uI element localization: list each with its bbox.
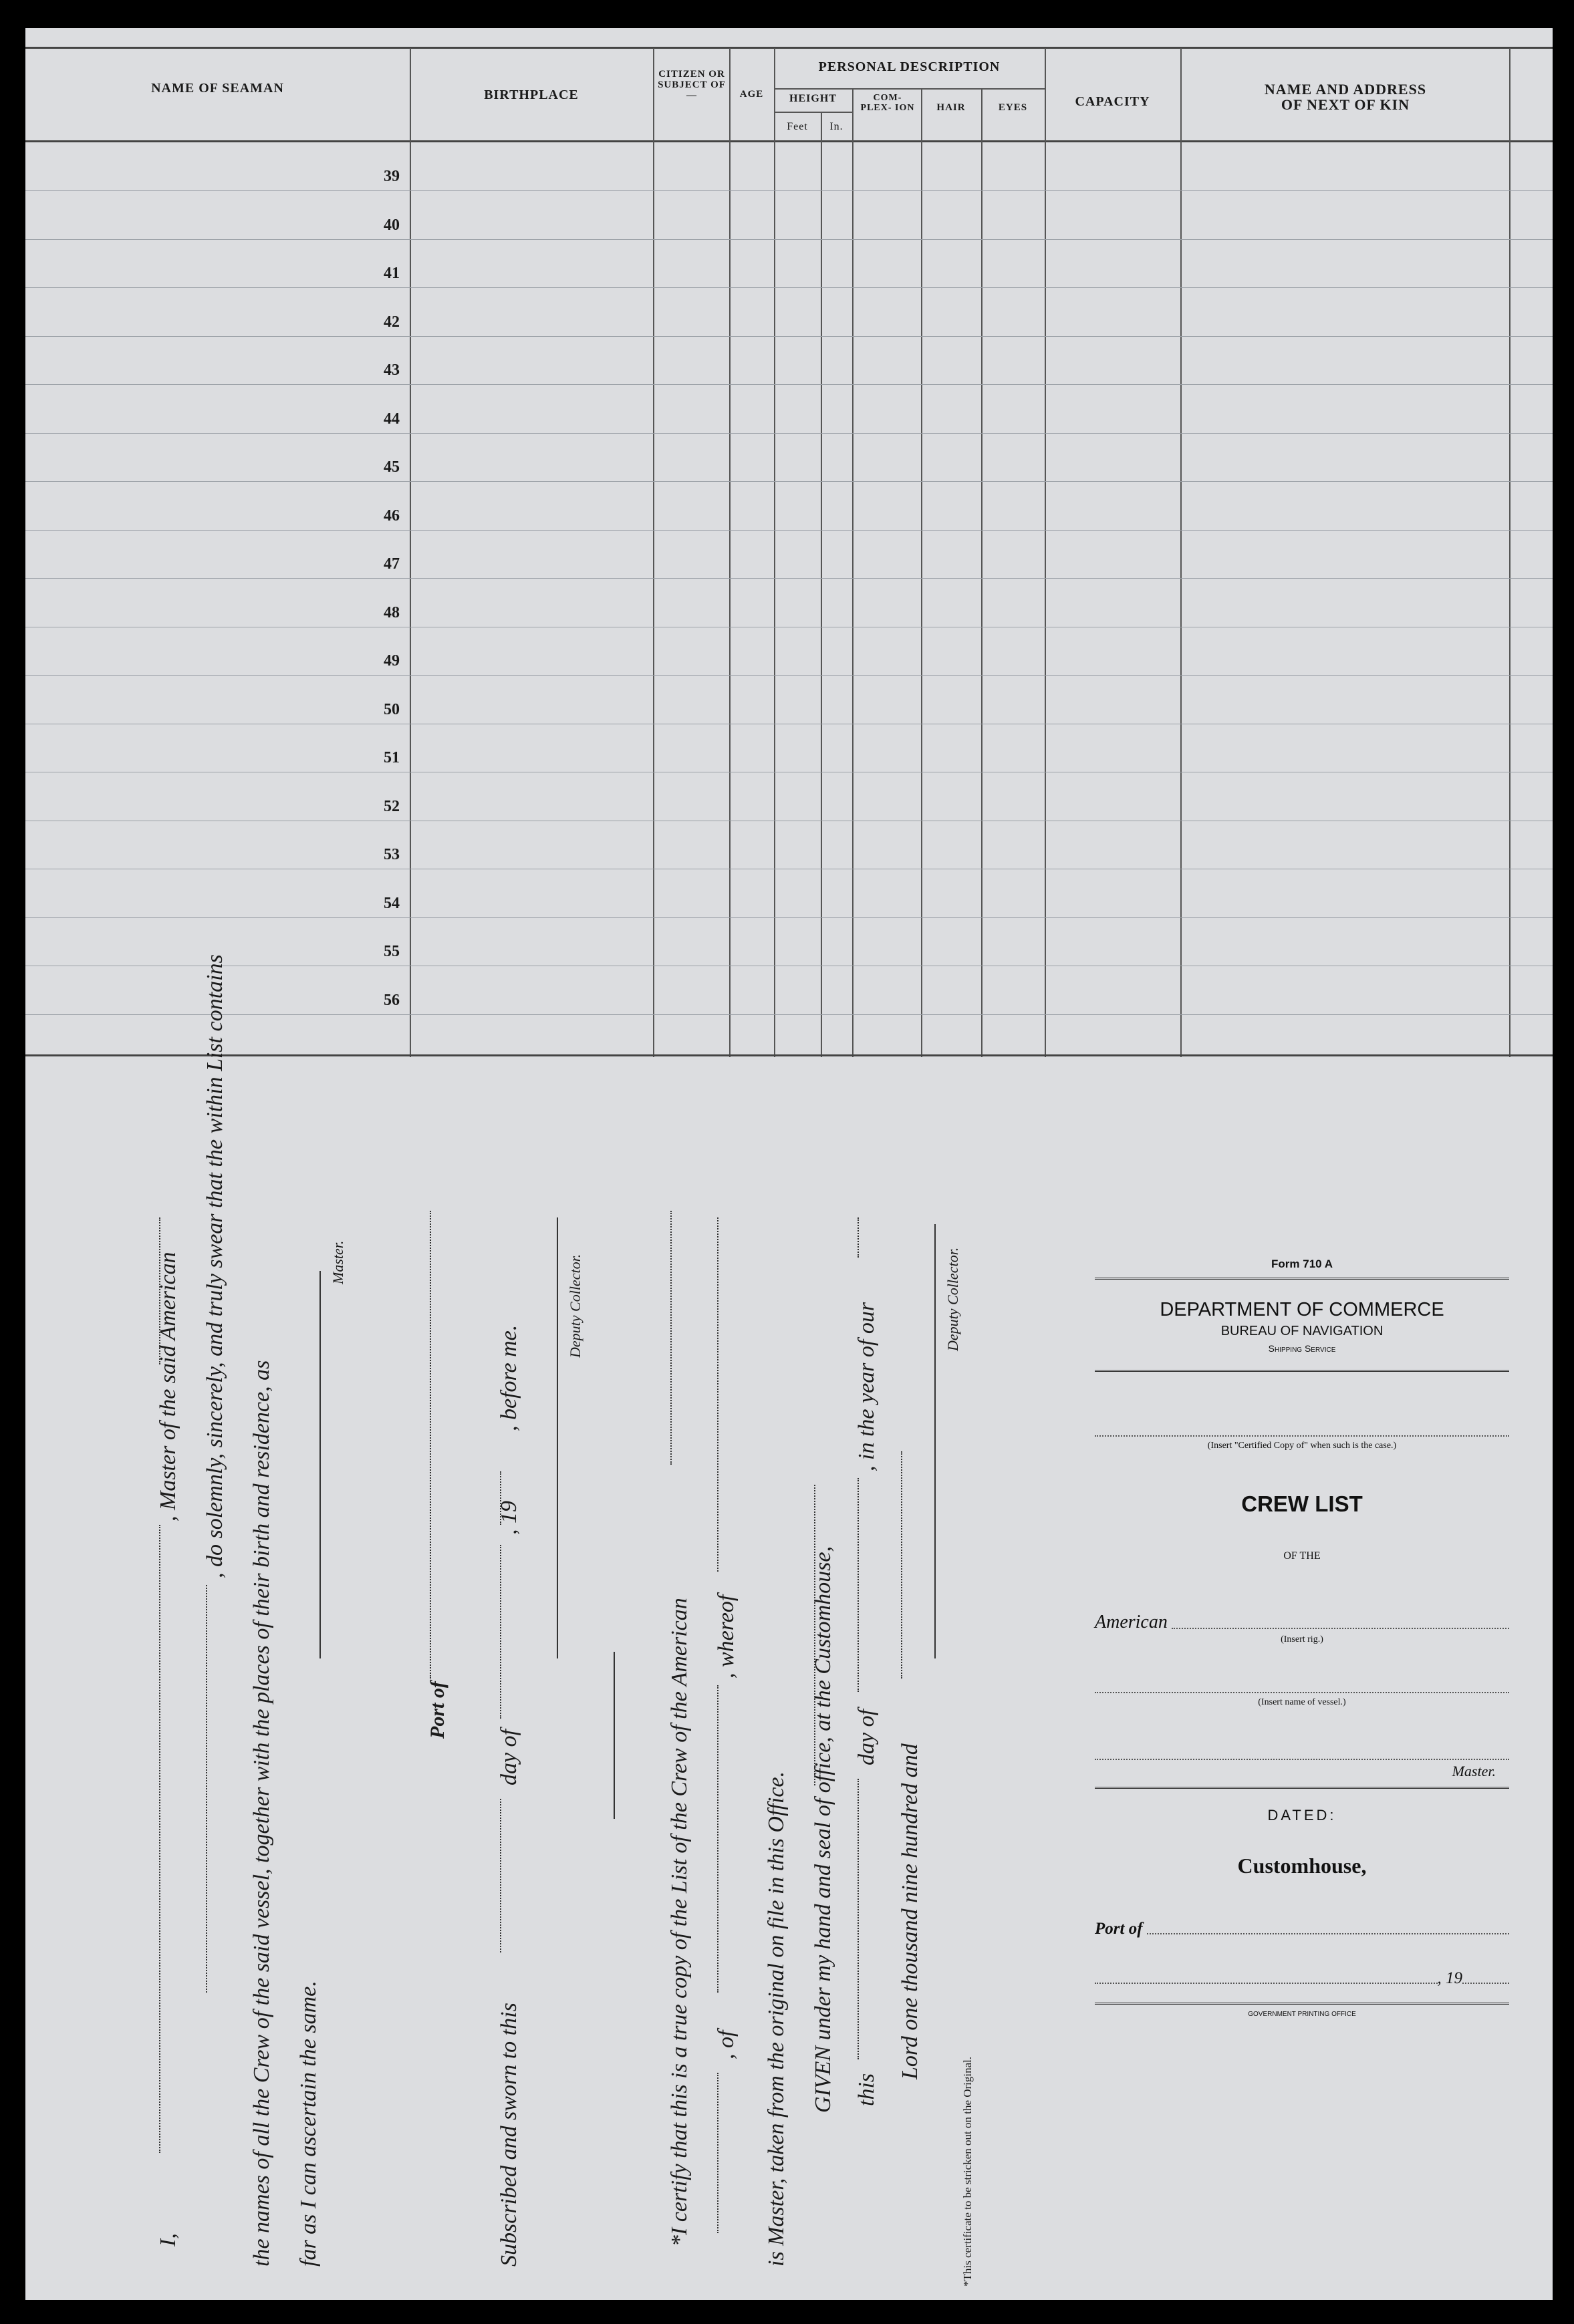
crew-list-title: CREW LIST bbox=[1241, 1491, 1363, 1516]
department-title: DEPARTMENT OF COMMERCE bbox=[1160, 1299, 1444, 1320]
row-number: 53 bbox=[384, 846, 400, 863]
row-number: 40 bbox=[384, 216, 400, 234]
oath-line-2: , do solemnly, sincerely, and truly swear that the within List contains bbox=[203, 954, 227, 1578]
of-the-label: OF THE bbox=[1283, 1550, 1321, 1562]
row-number: 55 bbox=[384, 943, 400, 960]
cover-port-of: Port of bbox=[1095, 1920, 1143, 1938]
cover-nineteen: , 19 bbox=[1437, 1969, 1462, 1987]
table-row bbox=[25, 481, 1553, 482]
row-number: 46 bbox=[384, 506, 400, 525]
row-number: 39 bbox=[384, 168, 400, 185]
header-feet: Feet bbox=[787, 121, 808, 132]
cover-panel bbox=[1095, 1258, 1509, 2018]
master-signature-line bbox=[319, 1271, 321, 1658]
row-number: 47 bbox=[384, 555, 400, 573]
header-complexion: COM- PLEX- ION bbox=[860, 93, 915, 113]
printer-label: GOVERNMENT PRINTING OFFICE bbox=[1248, 2011, 1356, 2018]
cover-master-label: Master. bbox=[1452, 1763, 1496, 1779]
certify-line-3: is Master, taken from the original on file in this Office. bbox=[764, 1771, 789, 2267]
certify-this: this bbox=[854, 2073, 879, 2106]
deputy-signature-line-2 bbox=[934, 1224, 936, 1658]
insert-vessel-note: (Insert name of vessel.) bbox=[1258, 1697, 1346, 1707]
year-label: , 19 bbox=[497, 1501, 521, 1535]
certify-whereof: , whereof bbox=[714, 1594, 739, 1679]
oath-line-1a: I, bbox=[156, 2233, 180, 2246]
table-bottom-rule bbox=[25, 1054, 1553, 1056]
row-number: 49 bbox=[384, 652, 400, 670]
deputy-collector-1: Deputy Collector. bbox=[567, 1254, 583, 1358]
row-number: 41 bbox=[384, 265, 400, 282]
divider-line bbox=[614, 1652, 615, 1819]
table-row bbox=[25, 675, 1553, 676]
crew-table bbox=[25, 28, 1553, 1057]
port-of-label: Port of bbox=[426, 1681, 448, 1739]
bureau-title: BUREAU OF NAVIGATION bbox=[1220, 1324, 1384, 1338]
certificate-footnote: *This certificate to be stricken out on the Original. bbox=[961, 2056, 974, 2287]
certified-copy-line bbox=[1095, 1434, 1509, 1437]
certify-line-6: Lord one thousand nine hundred and bbox=[898, 1743, 922, 2079]
deputy-signature-line-1 bbox=[557, 1217, 558, 1658]
header-citizen: CITIZEN OR SUBJECT OF— bbox=[658, 69, 726, 101]
table-row bbox=[25, 287, 1553, 288]
row-number: 42 bbox=[384, 313, 400, 331]
table-row bbox=[25, 917, 1553, 918]
row-number: 56 bbox=[384, 991, 400, 1009]
dated-label: DATED: bbox=[1267, 1807, 1337, 1824]
day-of-label: day of bbox=[497, 1729, 521, 1785]
certify-line-1: *I certify that this is a true copy of the List of the Crew of the American bbox=[667, 1598, 692, 2246]
row-number: 45 bbox=[384, 458, 400, 476]
header-personal-description: PERSONAL DESCRIPTION bbox=[818, 59, 1001, 74]
row-number: 54 bbox=[384, 894, 400, 912]
certify-line-4: GIVEN under my hand and seal of office, at the Customhouse, bbox=[811, 1546, 835, 2113]
row-number: 52 bbox=[384, 797, 400, 815]
oath-line-4: far as I can ascertain the same. bbox=[296, 1981, 321, 2267]
header-bottom-rule bbox=[25, 140, 1553, 142]
before-me-text: , before me. bbox=[497, 1324, 521, 1431]
header-eyes: EYES bbox=[998, 102, 1028, 113]
oath-line-1b: , Master of the said American bbox=[156, 1252, 180, 1521]
table-row bbox=[25, 1014, 1553, 1015]
insert-rig-note: (Insert rig.) bbox=[1281, 1634, 1323, 1644]
table-row bbox=[25, 530, 1553, 531]
table-row bbox=[25, 239, 1553, 240]
table-row bbox=[25, 336, 1553, 337]
header-height: HEIGHT bbox=[789, 93, 837, 104]
deputy-collector-2: Deputy Collector. bbox=[944, 1247, 961, 1351]
service-title: Shipping Service bbox=[1268, 1343, 1336, 1354]
table-top-rule bbox=[25, 47, 1553, 49]
header-capacity: CAPACITY bbox=[1075, 94, 1150, 109]
certify-day-of: day of bbox=[854, 1709, 879, 1765]
row-number: 50 bbox=[384, 700, 400, 718]
row-number: 43 bbox=[384, 361, 400, 379]
header-hair: HAIR bbox=[936, 102, 966, 113]
header-inches: In. bbox=[829, 121, 843, 132]
oath-line-3: the names of all the Crew of the said vessel, together with the places of their birth and residence, as bbox=[249, 1360, 274, 2267]
subscribed-text: Subscribed and sworn to this bbox=[497, 2003, 521, 2267]
row-number: 51 bbox=[384, 749, 400, 766]
row-number: 48 bbox=[384, 603, 400, 621]
american-label: American bbox=[1095, 1612, 1168, 1632]
row-number: 44 bbox=[384, 410, 400, 428]
header-age: AGE bbox=[739, 89, 764, 100]
certify-of: , of bbox=[714, 2030, 739, 2059]
oath-master-label: Master. bbox=[330, 1240, 346, 1284]
header-birthplace: BIRTHPLACE bbox=[484, 88, 579, 102]
table-row bbox=[25, 433, 1553, 434]
table-row bbox=[25, 578, 1553, 579]
form-number: Form 710 A bbox=[1271, 1258, 1333, 1270]
customhouse-label: Customhouse, bbox=[1237, 1854, 1367, 1878]
header-name-of-seaman: NAME OF SEAMAN bbox=[151, 81, 284, 96]
insert-certified-note: (Insert "Certified Copy of" when such is the case.) bbox=[1207, 1441, 1397, 1451]
table-row bbox=[25, 190, 1553, 191]
certify-year-of-our: , in the year of our bbox=[854, 1302, 879, 1471]
crew-list-page bbox=[25, 28, 1553, 2300]
table-row bbox=[25, 384, 1553, 385]
header-next-of-kin: NAME AND ADDRESS OF NEXT OF KIN bbox=[1264, 81, 1427, 114]
